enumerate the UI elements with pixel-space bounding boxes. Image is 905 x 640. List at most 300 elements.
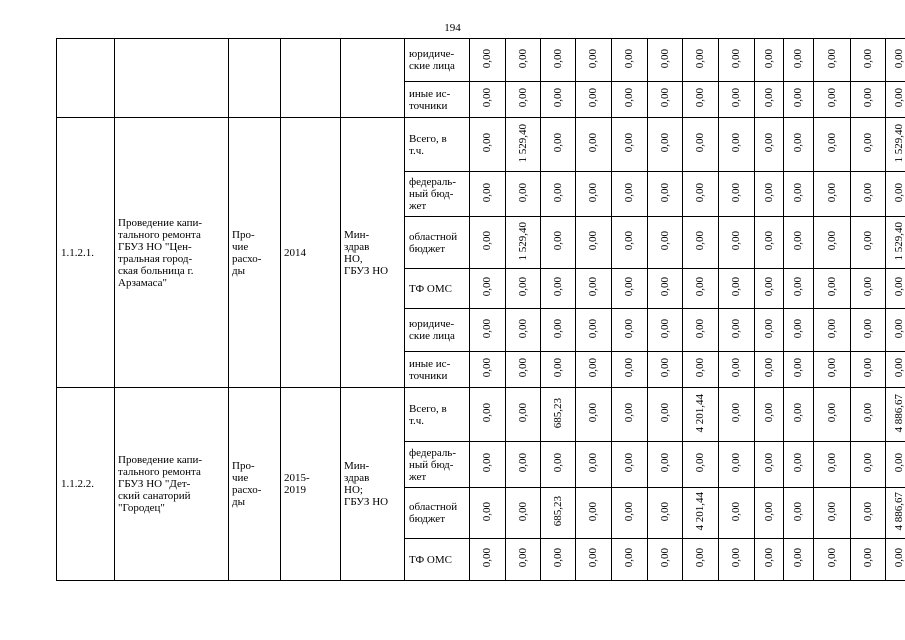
value-cell — [683, 442, 719, 488]
funding-source-line: федераль- — [409, 176, 456, 188]
value-cell — [648, 388, 683, 442]
value-cell — [576, 352, 612, 388]
value-cell — [612, 172, 648, 217]
funding-source-line: юридиче- — [409, 48, 455, 60]
value-text: 0,00 — [861, 133, 874, 153]
value-cell — [755, 388, 784, 442]
value-cell — [683, 539, 719, 581]
value-text: 0,00 — [623, 548, 635, 568]
value-text: 0,00 — [825, 501, 838, 522]
value-cell — [576, 388, 612, 442]
value-text: 4 886,67 — [893, 393, 905, 433]
value-text: 0,00 — [861, 548, 874, 568]
value-text: 0,00 — [694, 88, 706, 108]
value-text: 0,00 — [730, 548, 742, 568]
value-text: 0,00 — [587, 501, 599, 522]
value-cell — [541, 388, 576, 442]
value-text: 0,00 — [730, 231, 742, 251]
value-text: 0,00 — [861, 358, 874, 378]
value-text: 0,00 — [792, 318, 804, 339]
funding-source-line: точники — [409, 369, 448, 382]
value-text: 0,00 — [516, 548, 529, 568]
value-text: 0,00 — [516, 88, 529, 108]
value-cell — [814, 39, 851, 82]
value-cell — [814, 352, 851, 388]
value-cell — [851, 118, 886, 172]
value-cell — [576, 309, 612, 352]
value-cell — [470, 539, 506, 581]
value-cell — [851, 309, 886, 352]
period — [281, 118, 341, 388]
value-cell — [541, 309, 576, 352]
period-line: 2015- — [284, 472, 310, 484]
value-text: 0,00 — [481, 358, 493, 378]
value-text: 0,00 — [658, 548, 671, 568]
value-text: 0,00 — [825, 453, 838, 473]
value-cell — [506, 488, 541, 539]
value-text: 0,00 — [825, 133, 838, 153]
value-cell — [576, 172, 612, 217]
value-cell — [541, 488, 576, 539]
item-code: 1.1.2.1. — [57, 118, 115, 388]
value-cell — [719, 269, 755, 309]
value-cell — [470, 488, 506, 539]
value-text: 0,00 — [516, 182, 529, 203]
value-text: 0,00 — [861, 453, 874, 473]
value-cell — [886, 39, 905, 82]
executor-line: ГБУЗ НО — [344, 264, 389, 277]
value-cell — [683, 269, 719, 309]
value-cell — [755, 269, 784, 309]
value-text: 0,00 — [587, 231, 599, 251]
value-text: 0,00 — [861, 318, 874, 339]
value-cell — [784, 309, 814, 352]
value-text: 0,00 — [861, 403, 874, 423]
item-name — [115, 118, 229, 388]
expense-type-line: ды — [232, 496, 245, 508]
value-text: 0,00 — [893, 182, 905, 203]
value-cell — [648, 442, 683, 488]
value-cell — [470, 352, 506, 388]
value-cell — [886, 217, 905, 269]
funding-source-line: Всего, в — [409, 132, 447, 145]
value-cell — [755, 172, 784, 217]
table-row — [57, 388, 905, 442]
value-text: 0,00 — [623, 133, 635, 153]
funding-source-line: ный бюд- — [409, 458, 454, 471]
value-cell — [576, 118, 612, 172]
funding-source — [405, 172, 470, 217]
value-text: 0,00 — [730, 403, 742, 423]
value-text: 0,00 — [861, 501, 874, 522]
value-text: 0,00 — [658, 182, 671, 203]
budget-table — [56, 38, 905, 581]
value-cell — [470, 269, 506, 309]
value-text: 0,00 — [658, 403, 671, 423]
value-text: 0,00 — [694, 548, 706, 568]
value-text: 0,00 — [551, 231, 564, 251]
value-cell — [576, 488, 612, 539]
funding-source-line: т.ч. — [409, 414, 425, 427]
executor — [341, 118, 405, 388]
funding-source-line: т.ч. — [409, 144, 425, 157]
value-cell — [683, 172, 719, 217]
funding-source-line: ские лица — [409, 60, 455, 72]
value-text: 0,00 — [792, 403, 804, 423]
value-cell — [470, 118, 506, 172]
value-text: 0,00 — [658, 453, 671, 473]
value-cell — [648, 82, 683, 118]
value-cell — [506, 309, 541, 352]
value-cell — [612, 352, 648, 388]
value-cell — [576, 539, 612, 581]
value-text: 0,00 — [694, 48, 706, 69]
funding-source — [405, 39, 470, 82]
item-name-line: ГБУЗ НО "Цен- — [118, 240, 192, 253]
value-cell — [851, 82, 886, 118]
value-cell — [576, 442, 612, 488]
funding-source — [405, 352, 470, 388]
value-text: 0,00 — [587, 133, 599, 153]
value-text: 0,00 — [481, 182, 493, 203]
expense-type-line: чие — [232, 472, 249, 484]
value-cell — [470, 39, 506, 82]
expense-type-line: расхо- — [232, 252, 262, 265]
value-cell — [851, 488, 886, 539]
value-text: 0,00 — [825, 318, 838, 339]
value-cell — [755, 217, 784, 269]
value-cell — [612, 539, 648, 581]
value-text: 0,00 — [694, 231, 706, 251]
value-text: 0,00 — [762, 318, 775, 339]
value-text: 0,00 — [762, 548, 775, 568]
value-cell — [814, 388, 851, 442]
value-text: 0,00 — [623, 88, 635, 108]
funding-source-line: Всего, в — [409, 402, 447, 415]
value-text: 0,00 — [694, 182, 706, 203]
value-text: 0,00 — [762, 277, 775, 297]
value-cell — [648, 309, 683, 352]
value-cell — [541, 217, 576, 269]
value-cell — [784, 118, 814, 172]
value-cell — [719, 118, 755, 172]
value-cell — [612, 388, 648, 442]
item-name-line: ГБУЗ НО "Дет- — [118, 478, 191, 490]
value-cell — [814, 309, 851, 352]
value-cell — [851, 442, 886, 488]
value-text: 0,00 — [893, 358, 905, 378]
value-text: 0,00 — [762, 133, 775, 153]
value-text: 0,00 — [551, 453, 564, 473]
table-row — [57, 118, 905, 172]
value-text: 0,00 — [481, 501, 493, 522]
value-text: 0,00 — [762, 501, 775, 522]
value-cell — [576, 82, 612, 118]
expense-type — [229, 118, 281, 388]
value-text: 0,00 — [623, 453, 635, 473]
value-cell — [784, 82, 814, 118]
value-text: 0,00 — [623, 48, 635, 69]
value-cell — [648, 39, 683, 82]
value-cell — [814, 488, 851, 539]
funding-source — [405, 269, 470, 309]
value-text: 0,00 — [792, 182, 804, 203]
value-text: 0,00 — [551, 133, 564, 153]
value-text: 0,00 — [825, 277, 838, 297]
expense-type — [229, 388, 281, 581]
value-cell — [683, 352, 719, 388]
value-text: 0,00 — [825, 48, 838, 69]
value-text: 0,00 — [694, 318, 706, 339]
value-text: 0,00 — [730, 453, 742, 473]
value-text: 0,00 — [587, 403, 599, 423]
value-text: 0,00 — [762, 358, 775, 378]
value-text: 0,00 — [861, 88, 874, 108]
value-text: 0,00 — [730, 48, 742, 69]
value-text: 0,00 — [516, 453, 529, 473]
value-text: 0,00 — [623, 277, 635, 297]
value-cell — [814, 172, 851, 217]
value-cell — [648, 118, 683, 172]
value-cell — [506, 442, 541, 488]
value-cell — [851, 39, 886, 82]
value-text: 0,00 — [623, 501, 635, 522]
value-text: 0,00 — [730, 88, 742, 108]
executor-line: Мин- — [344, 228, 370, 241]
value-text: 0,00 — [481, 133, 493, 153]
value-cell — [755, 82, 784, 118]
period-cell — [281, 39, 341, 118]
value-cell — [851, 217, 886, 269]
value-cell — [755, 309, 784, 352]
value-cell — [784, 442, 814, 488]
value-text: 0,00 — [623, 318, 635, 339]
value-text: 0,00 — [861, 231, 874, 251]
value-text: 1 529,40 — [516, 123, 529, 163]
item-code: 1.1.2.2. — [57, 388, 115, 581]
value-text: 0,00 — [694, 133, 706, 153]
value-text: 0,00 — [551, 88, 564, 108]
value-text: 0,00 — [792, 231, 804, 251]
value-cell — [576, 39, 612, 82]
value-cell — [784, 39, 814, 82]
value-cell — [648, 488, 683, 539]
value-text: 0,00 — [658, 318, 671, 339]
value-text: 0,00 — [481, 403, 493, 423]
value-text: 0,00 — [516, 277, 529, 297]
value-cell — [814, 269, 851, 309]
value-text: 4 201,44 — [694, 393, 706, 433]
funding-source-line: иные ис- — [409, 87, 451, 100]
value-text: 0,00 — [762, 182, 775, 203]
item-name-line: "Городец" — [118, 502, 165, 514]
value-text: 0,00 — [730, 277, 742, 297]
value-cell — [755, 118, 784, 172]
value-cell — [612, 118, 648, 172]
executor-line: ГБУЗ НО — [344, 496, 389, 508]
funding-source — [405, 309, 470, 352]
item-name — [115, 388, 229, 581]
value-text: 0,00 — [825, 548, 838, 568]
value-cell — [886, 309, 905, 352]
value-cell — [886, 269, 905, 309]
value-text: 0,00 — [481, 318, 493, 339]
value-text: 0,00 — [481, 88, 493, 108]
value-text: 0,00 — [623, 358, 635, 378]
value-text: 0,00 — [825, 358, 838, 378]
value-text: 0,00 — [694, 453, 706, 473]
value-cell — [541, 118, 576, 172]
value-text: 0,00 — [481, 231, 493, 251]
value-text: 4 886,67 — [893, 492, 905, 531]
value-text: 0,00 — [481, 453, 493, 473]
value-cell — [886, 82, 905, 118]
value-cell — [851, 352, 886, 388]
expense-type-line: Про- — [232, 228, 255, 241]
value-text: 0,00 — [893, 277, 905, 297]
value-text: 0,00 — [893, 88, 905, 108]
value-cell — [886, 352, 905, 388]
value-text: 0,00 — [658, 48, 671, 69]
value-cell — [541, 82, 576, 118]
executor-line: Мин- — [344, 460, 370, 472]
funding-source-line: ный бюд- — [409, 188, 454, 200]
item-name-line: ский санаторий — [118, 490, 191, 502]
value-text: 4 201,44 — [694, 492, 706, 531]
value-cell — [541, 442, 576, 488]
period — [281, 388, 341, 581]
executor-line: здрав — [344, 240, 370, 253]
value-cell — [648, 352, 683, 388]
expense-type-line: чие — [232, 240, 249, 253]
value-cell — [755, 442, 784, 488]
value-text: 0,00 — [730, 318, 742, 339]
value-text: 0,00 — [861, 48, 874, 69]
value-text: 0,00 — [792, 548, 804, 568]
funding-source-line: точники — [409, 99, 448, 112]
value-text: 0,00 — [587, 88, 599, 108]
value-cell — [719, 539, 755, 581]
value-text: 1 529,40 — [516, 221, 529, 261]
value-text: 0,00 — [762, 453, 775, 473]
funding-source-line: жет — [409, 200, 427, 212]
funding-source-line: областной — [409, 501, 458, 513]
value-text: 0,00 — [551, 318, 564, 339]
value-cell — [612, 442, 648, 488]
value-text: 0,00 — [730, 358, 742, 378]
value-text: 0,00 — [516, 501, 529, 522]
value-cell — [886, 172, 905, 217]
value-text: 1 529,40 — [893, 221, 905, 261]
value-text: 0,00 — [587, 453, 599, 473]
value-cell — [648, 269, 683, 309]
value-cell — [612, 217, 648, 269]
value-cell — [814, 442, 851, 488]
item-name-line: ская больница г. — [118, 264, 194, 277]
funding-source — [405, 217, 470, 269]
value-text: 0,00 — [792, 48, 804, 69]
value-text: 685,23 — [551, 397, 564, 429]
value-cell — [541, 539, 576, 581]
value-text: 0,00 — [551, 48, 564, 69]
value-cell — [506, 118, 541, 172]
value-text: 0,00 — [893, 48, 905, 69]
expense-type-line: Про- — [232, 460, 255, 472]
value-cell — [683, 118, 719, 172]
value-text: 0,00 — [792, 501, 804, 522]
item-name-line: тального ремонта — [118, 466, 201, 478]
value-cell — [784, 172, 814, 217]
value-cell — [576, 217, 612, 269]
executor — [341, 388, 405, 581]
funding-source — [405, 82, 470, 118]
value-text: 0,00 — [792, 277, 804, 297]
table-row — [57, 39, 905, 82]
value-text: 0,00 — [516, 48, 529, 69]
value-cell — [683, 82, 719, 118]
value-cell — [886, 488, 905, 539]
value-cell — [784, 539, 814, 581]
value-text: 0,00 — [861, 182, 874, 203]
value-text: 0,00 — [551, 358, 564, 378]
value-cell — [612, 269, 648, 309]
value-text: 0,00 — [694, 358, 706, 378]
funding-source-line: бюджет — [409, 242, 445, 255]
value-text: 0,00 — [623, 182, 635, 203]
value-text: 0,00 — [516, 403, 529, 423]
value-cell — [470, 172, 506, 217]
value-text: 0,00 — [587, 48, 599, 69]
value-cell — [506, 539, 541, 581]
value-cell — [506, 269, 541, 309]
value-cell — [612, 39, 648, 82]
code-cell — [57, 39, 115, 118]
value-cell — [470, 82, 506, 118]
value-text: 0,00 — [861, 277, 874, 297]
value-text: 0,00 — [551, 277, 564, 297]
value-text: 0,00 — [658, 133, 671, 153]
value-text: 685,23 — [551, 496, 564, 527]
value-cell — [784, 269, 814, 309]
period-line: 2019 — [284, 484, 306, 496]
executor-cell — [341, 39, 405, 118]
value-text: 0,00 — [623, 231, 635, 251]
page-number: 194 — [444, 22, 461, 34]
value-text: 0,00 — [825, 231, 838, 251]
period-line: 2014 — [284, 246, 306, 259]
expense-type-line: расхо- — [232, 484, 262, 496]
value-text: 0,00 — [792, 453, 804, 473]
value-cell — [719, 217, 755, 269]
value-text: 0,00 — [481, 277, 493, 297]
value-cell — [719, 352, 755, 388]
funding-source-line: бюджет — [409, 513, 445, 525]
value-text: 0,00 — [792, 133, 804, 153]
value-cell — [755, 352, 784, 388]
value-cell — [470, 388, 506, 442]
value-cell — [612, 82, 648, 118]
value-text: 0,00 — [658, 231, 671, 251]
value-cell — [851, 388, 886, 442]
value-text: 0,00 — [587, 182, 599, 203]
value-text: 0,00 — [893, 453, 905, 473]
value-text: 0,00 — [551, 548, 564, 568]
value-cell — [683, 217, 719, 269]
funding-source-line: иные ис- — [409, 357, 451, 370]
value-cell — [506, 172, 541, 217]
value-text: 0,00 — [623, 403, 635, 423]
value-cell — [470, 217, 506, 269]
